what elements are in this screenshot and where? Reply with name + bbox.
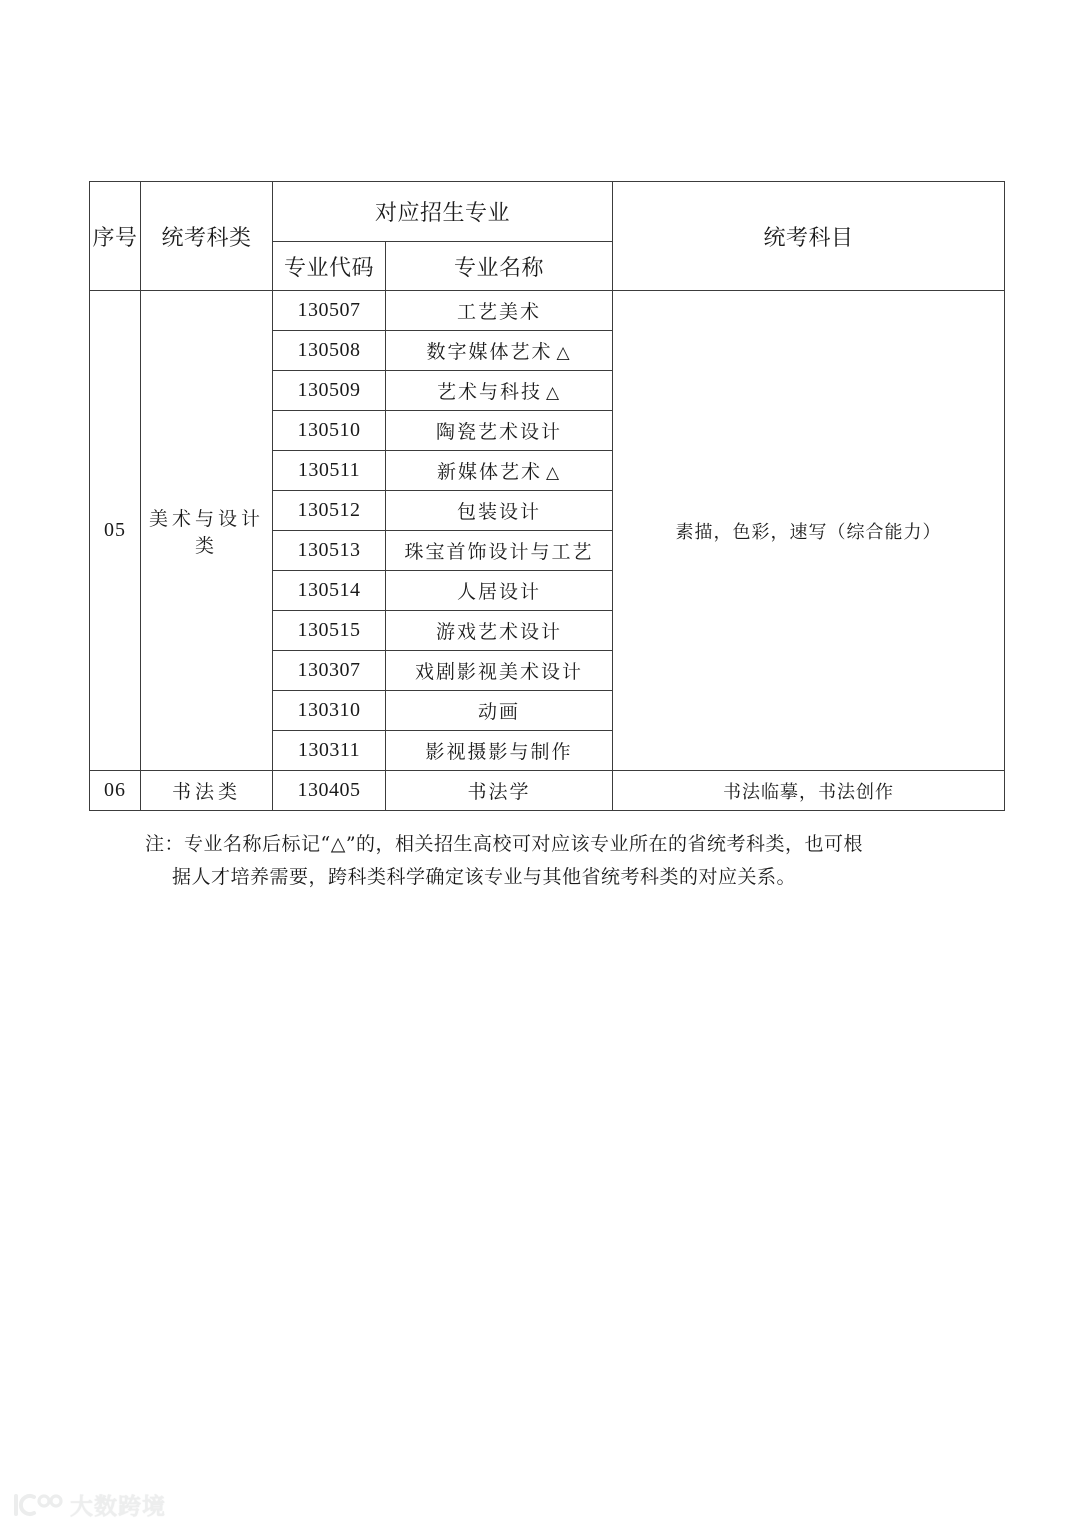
cell-major-code: 130508 — [273, 331, 386, 371]
cell-no: 06 — [90, 771, 141, 811]
cell-major-code: 130510 — [273, 411, 386, 451]
footnote-line-1: 注：专业名称后标记“△”的，相关招生高校可对应该专业所在的省统考科类，也可根 — [145, 833, 864, 855]
cell-major-code: 130513 — [273, 531, 386, 571]
cell-subjects: 素描，色彩，速写（综合能力） — [613, 291, 1005, 771]
cell-major-name — [386, 531, 613, 571]
major-name-text: 陶瓷艺术设计 — [436, 421, 563, 443]
brand-logo-icon — [12, 1492, 64, 1518]
cell-major-name — [386, 371, 613, 411]
major-name-text: 艺术与科技 — [436, 381, 542, 403]
cell-major-name — [386, 291, 613, 331]
major-name-text: 新媒体艺术 — [436, 461, 542, 483]
header-major-code: 专业代码 — [273, 242, 386, 291]
cell-major-code: 130509 — [273, 371, 386, 411]
header-subjects: 统考科目 — [613, 182, 1005, 291]
footnote — [145, 828, 975, 894]
cell-major-code: 130507 — [273, 291, 386, 331]
footnote-line-2: 据人才培养需要，跨科类科学确定该专业与其他省统考科类的对应关系。 — [172, 866, 797, 888]
cell-category: 美术与设计类 — [141, 291, 273, 771]
major-name-text: 珠宝首饰设计与工艺 — [404, 541, 594, 563]
major-subject-table — [89, 181, 1005, 811]
cell-major-name — [386, 331, 613, 371]
header-no: 序号 — [90, 182, 141, 291]
cell-major-code: 130307 — [273, 651, 386, 691]
cell-major-name — [386, 571, 613, 611]
cell-major-code: 130511 — [273, 451, 386, 491]
cross-category-triangle-icon: △ — [556, 343, 572, 363]
major-name-text: 工艺美术 — [457, 301, 542, 323]
cell-major-code: 130310 — [273, 691, 386, 731]
cell-major-code: 130311 — [273, 731, 386, 771]
table-row — [90, 771, 1005, 811]
table-header — [90, 182, 1005, 291]
cell-major-name — [386, 491, 613, 531]
cross-category-triangle-icon: △ — [545, 383, 562, 403]
cell-major-code: 130512 — [273, 491, 386, 531]
major-name-text: 动画 — [478, 701, 521, 723]
header-category: 统考科类 — [141, 182, 273, 291]
cell-major-code: 130514 — [273, 571, 386, 611]
cell-no: 05 — [90, 291, 141, 771]
major-name-text: 包装设计 — [457, 501, 542, 523]
watermark — [12, 1488, 166, 1521]
cell-major-name — [386, 651, 613, 691]
cell-major-name — [386, 771, 613, 811]
cell-major-name — [386, 611, 613, 651]
major-name-text: 书法学 — [467, 781, 531, 803]
major-name-text: 人居设计 — [457, 581, 542, 603]
table-row — [90, 291, 1005, 331]
cell-major-name — [386, 411, 613, 451]
cell-major-name — [386, 451, 613, 491]
cross-category-triangle-icon: △ — [545, 463, 562, 483]
major-name-text: 影视摄影与制作 — [425, 741, 573, 763]
cell-major-code: 130405 — [273, 771, 386, 811]
header-major-name: 专业名称 — [386, 242, 613, 291]
major-name-text: 戏剧影视美术设计 — [415, 661, 584, 683]
major-name-text: 游戏艺术设计 — [436, 621, 563, 643]
cell-subjects: 书法临摹，书法创作 — [613, 771, 1005, 811]
header-major-group: 对应招生专业 — [273, 182, 613, 242]
cell-major-name — [386, 731, 613, 771]
watermark-text: 大数跨境 — [70, 1494, 166, 1520]
major-name-text: 数字媒体艺术 — [426, 341, 553, 363]
cell-major-name — [386, 691, 613, 731]
table-body — [90, 291, 1005, 811]
cell-category: 书法类 — [141, 771, 273, 811]
cell-major-code: 130515 — [273, 611, 386, 651]
